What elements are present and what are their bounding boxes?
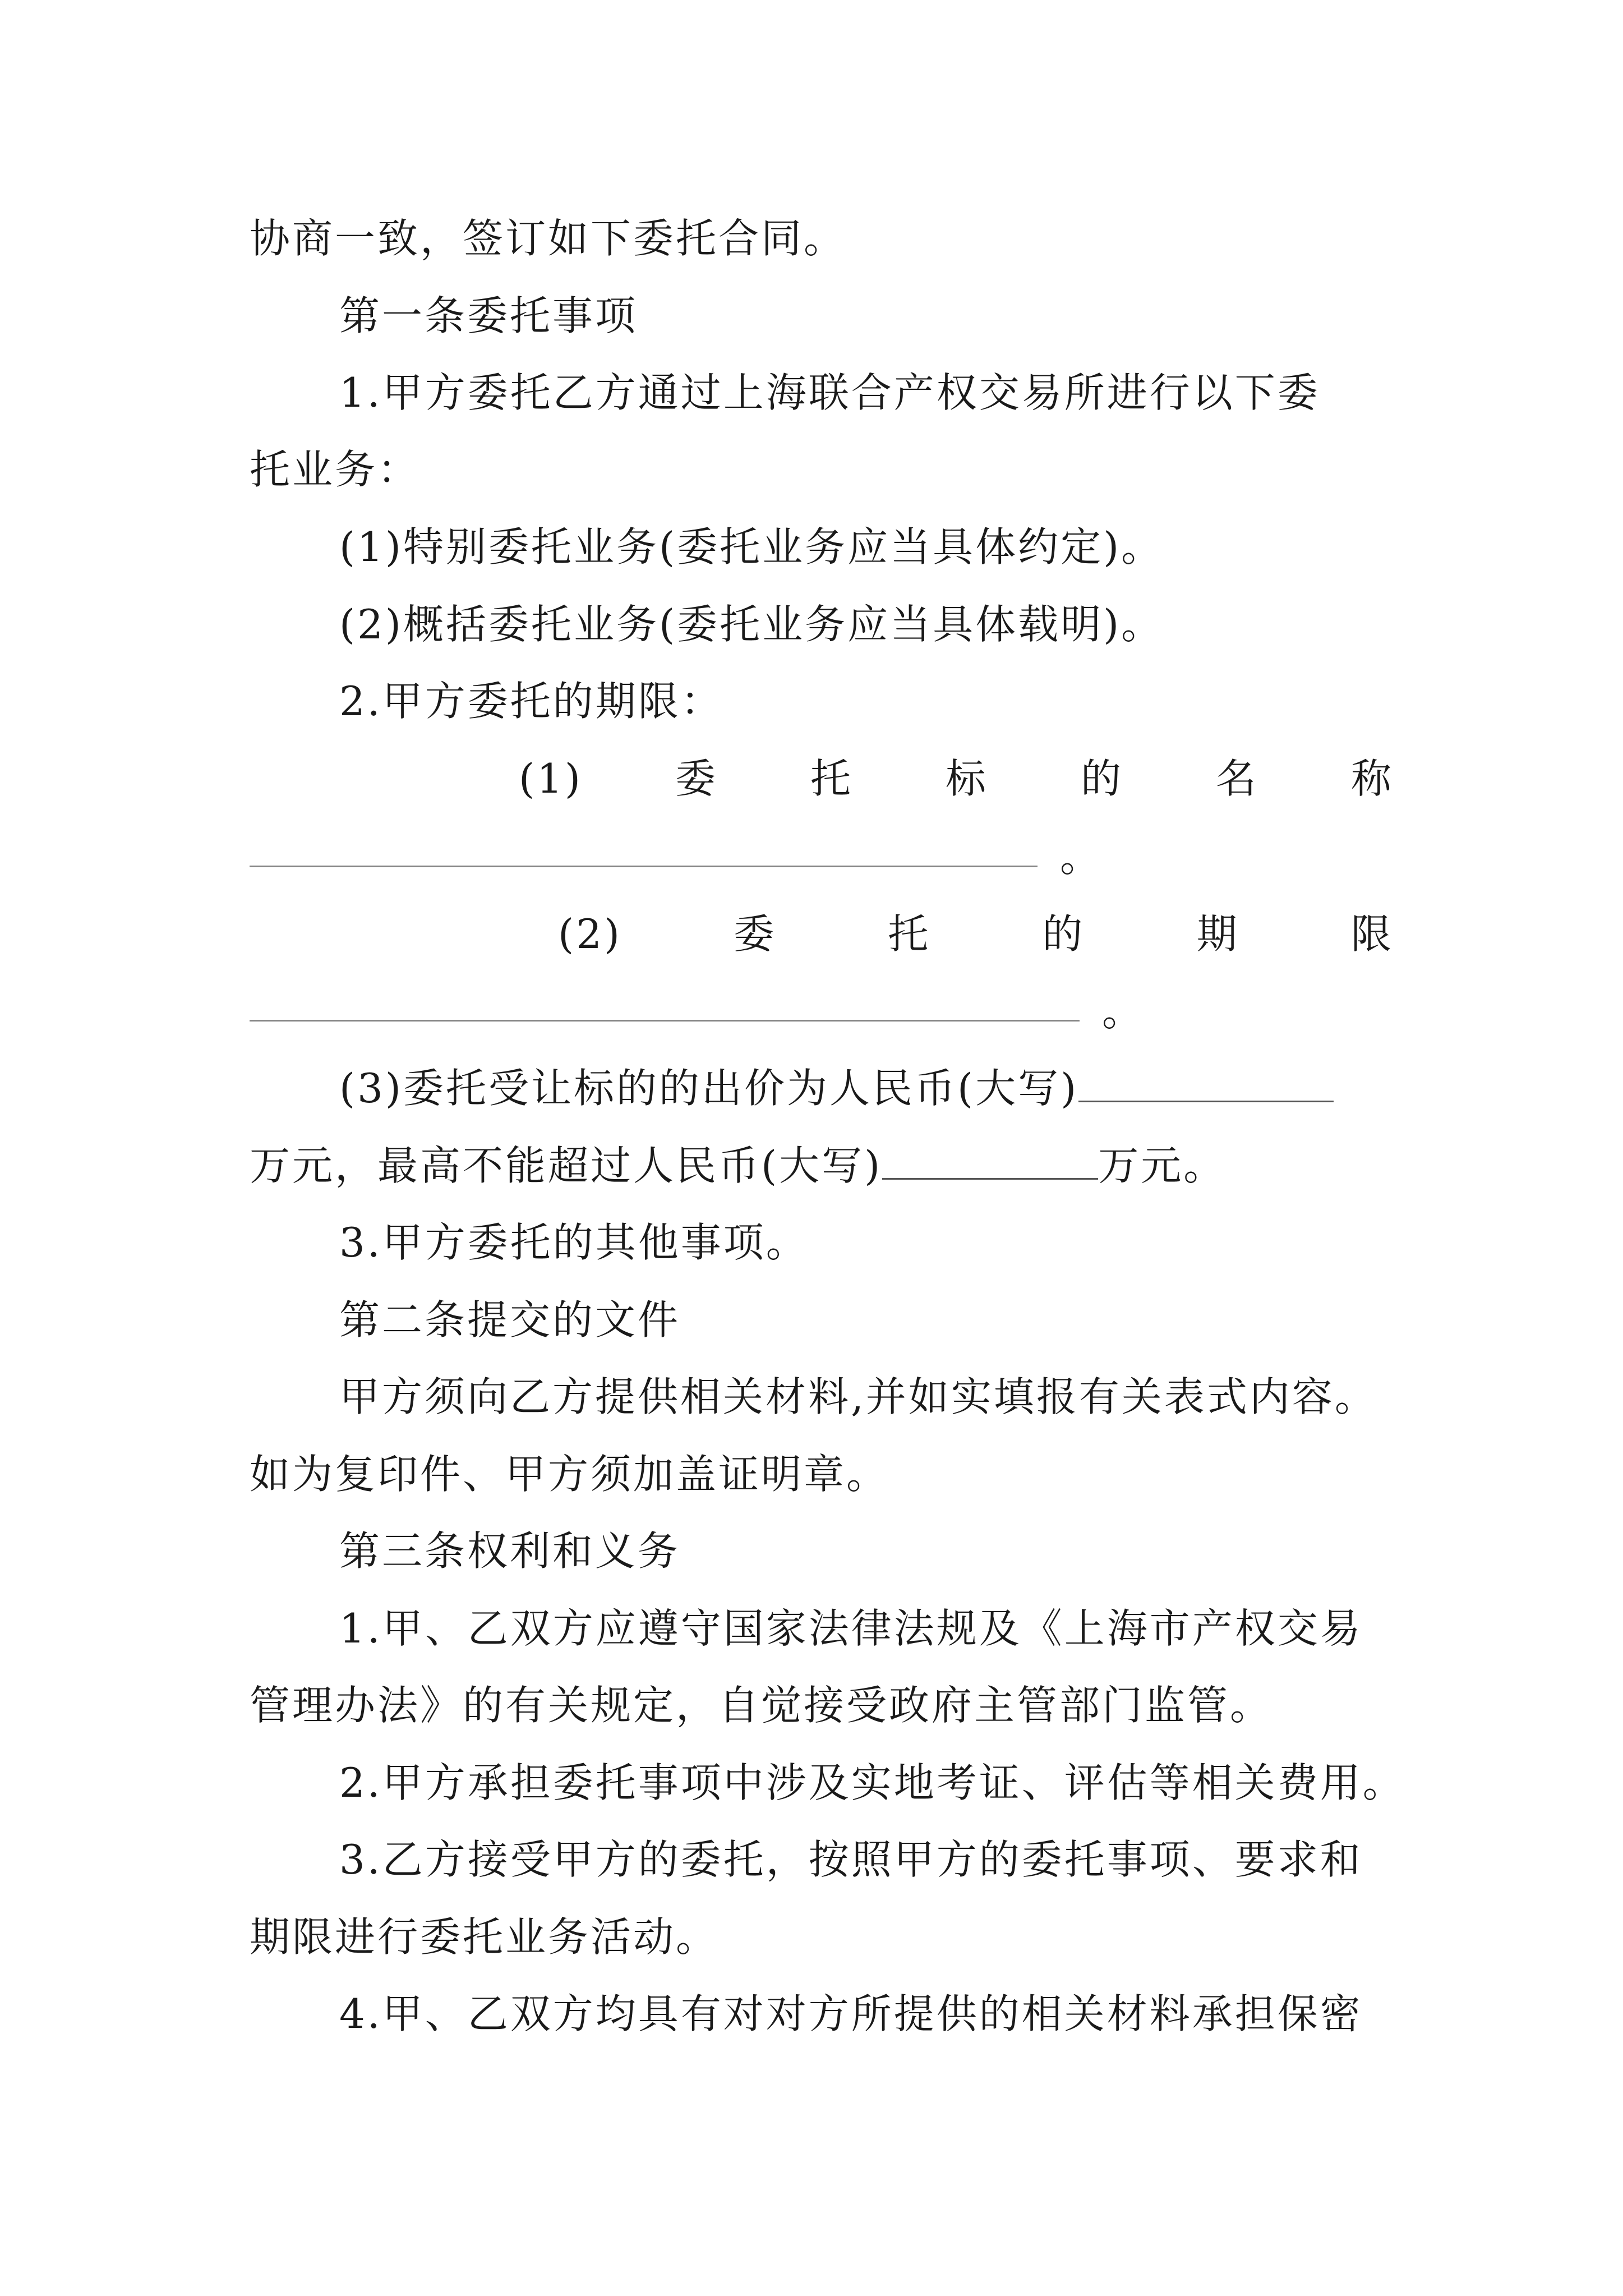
max-price-text: 万元，最高不能超过人民币(大写) <box>250 1142 883 1189</box>
paragraph-line: 托业务： <box>250 446 421 493</box>
spread-char: 委 <box>734 910 777 958</box>
spread-char: 期 <box>1196 910 1239 958</box>
spread-char: 标 <box>945 755 988 802</box>
paragraph-line: 4.甲、乙双方均具有对对方所提供的相关材料承担保密 <box>339 1990 1363 2037</box>
blank-underline <box>1078 1066 1334 1102</box>
paragraph-line: 管理办法》的有关规定，自觉接受政府主管部门监管。 <box>250 1682 1273 1729</box>
paragraph-line: 3.甲方委托的其他事项。 <box>339 1219 809 1266</box>
price-line <box>250 1063 1394 1114</box>
spread-char: (1) <box>519 755 583 802</box>
list-item: (2)概括委托业务(委托业务应当具体载明)。 <box>339 601 1164 648</box>
paragraph-line: 2.甲方委托的期限： <box>339 678 723 725</box>
spread-char: 托 <box>888 910 931 958</box>
paragraph-line: 甲方须向乙方提供相关材料,并如实填报有关表式内容。 <box>339 1373 1377 1420</box>
spread-char: 限 <box>1350 910 1394 958</box>
spread-char: (2) <box>558 910 622 958</box>
spread-char: 委 <box>675 755 718 802</box>
spread-char: 托 <box>810 755 853 802</box>
price-text: (3)委托受让标的的出价为人民币(大写) <box>339 1065 1079 1112</box>
spread-char: 的 <box>1080 755 1123 802</box>
paragraph-line: 1.甲、乙双方应遵守国家法律法规及《上海市产权交易 <box>339 1605 1363 1652</box>
paragraph-line: 2.甲方承担委托事项中涉及实地考证、评估等相关费用。 <box>339 1759 1405 1806</box>
section-heading-3: 第三条权利和义务 <box>339 1527 681 1575</box>
section-heading-2: 第二条提交的文件 <box>339 1296 681 1343</box>
spread-line-term <box>558 909 1394 959</box>
paragraph-line: 协商一致，签订如下委托合同。 <box>250 215 847 262</box>
spread-char: 名 <box>1215 755 1258 802</box>
blank-underline <box>250 986 1080 1022</box>
paragraph-line: 如为复印件、甲方须加盖证明章。 <box>250 1451 889 1498</box>
list-item: (1)特别委托业务(委托业务应当具体约定)。 <box>339 523 1164 570</box>
blank-fill-line <box>250 832 1100 882</box>
period-mark: 。 <box>1102 988 1143 1035</box>
unit-text: 万元。 <box>1098 1142 1227 1189</box>
paragraph-line: 1.甲方委托乙方通过上海联合产权交易所进行以下委 <box>339 369 1320 416</box>
paragraph-line: 3.乙方接受甲方的委托，按照甲方的委托事项、要求和 <box>339 1836 1363 1883</box>
blank-underline <box>882 1143 1098 1180</box>
spread-line-subject-name <box>519 753 1394 804</box>
period-mark: 。 <box>1060 834 1101 881</box>
blank-underline <box>250 832 1038 867</box>
blank-fill-line <box>250 986 1142 1037</box>
paragraph-line: 期限进行委托业务活动。 <box>250 1913 719 1961</box>
spread-char: 称 <box>1350 755 1394 802</box>
section-heading-1: 第一条委托事项 <box>339 292 638 339</box>
spread-char: 的 <box>1042 910 1085 958</box>
max-price-line <box>250 1140 1394 1191</box>
